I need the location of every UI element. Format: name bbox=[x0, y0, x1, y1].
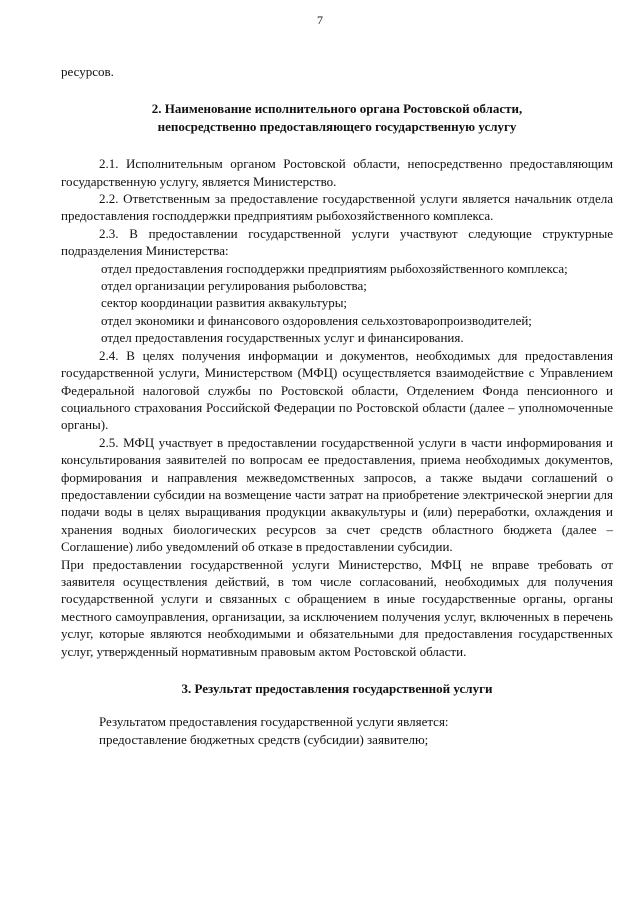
section-3-title: 3. Результат предоставления государственной услуги bbox=[181, 681, 493, 696]
lead-text: ресурсов. bbox=[61, 64, 114, 79]
section-2-title-line-2: непосредственно предоставляющего государственную услугу bbox=[157, 118, 517, 134]
unit-item: отдел предоставления господдержки предприятиям рыбохозяйственного комплекса; bbox=[101, 260, 568, 276]
paragraph-2-2: 2.2. Ответственным за предоставление государственной услуги является начальник отдела предоставления господдержки предприятиям рыбохозяйственного комплекса. bbox=[61, 191, 613, 224]
document-body bbox=[61, 63, 613, 748]
paragraph-3-2: предоставление бюджетных средств (субсидии) заявителю; bbox=[99, 731, 429, 747]
paragraph-restriction: При предоставлении государственной услуги Министерство, МФЦ не вправе требовать от заявителя осуществления действий, в том числе согласований, необходимых для получения государственной услуги и связанных с обращением в иные государственные органы, органы местного самоуправления, организации, за исключением получения услуг, включенных в перечень услуг, которые являются необходимыми и обязательными для предоставления государственных услуг, утвержденный нормативным правовым актом Ростовской области. bbox=[61, 556, 613, 659]
paragraph-2-4: 2.4. В целях получения информации и документов, необходимых для предоставления государственной услуги, Министерством (МФЦ) осуществляется взаимодействие с Управлением Федеральной налоговой службы по Ростовской области, Отделением Фонда пенсионного и социального страхования Российской Федерации по Ростовской области (далее – уполномоченные органы). bbox=[61, 347, 613, 433]
unit-item: отдел экономики и финансового оздоровления сельхозтоваропроизводителей; bbox=[101, 312, 532, 328]
paragraph-2-3: 2.3. В предоставлении государственной услуги участвуют следующие структурные подразделения Министерства: bbox=[61, 225, 613, 259]
section-2-title-line-1: 2. Наименование исполнительного органа Ростовской области, bbox=[151, 101, 523, 117]
paragraph-2-5: 2.5. МФЦ участвует в предоставлении государственной услуги в части информирования и консультирования заявителей по вопросам ее предоставления, приема необходимых документов, формирования и направления межведомственных запросов, а также выдачи соглашений о предоставлении субсидии на возмещение части затрат на приобретение электрической энергии для подачи воды в целях выращивания продукции аквакультуры и (или) переработки, охлаждения и хранения водных биологических ресурсов за счет средств областного бюджета (далее – Соглашение) либо уведомлений об отказе в предоставлении субсидии. bbox=[61, 434, 613, 555]
paragraph-2-1: 2.1. Исполнительным органом Ростовской области, непосредственно предоставляющим государственную услугу, является Министерство. bbox=[61, 156, 613, 189]
unit-item: отдел предоставления государственных услуг и финансирования. bbox=[101, 330, 464, 346]
page-number: 7 bbox=[317, 13, 323, 27]
unit-item: сектор координации развития аквакультуры; bbox=[101, 295, 348, 311]
unit-item: отдел организации регулирования рыболовства; bbox=[101, 278, 367, 294]
paragraph-3-1: Результатом предоставления государственной услуги является: bbox=[99, 714, 449, 730]
